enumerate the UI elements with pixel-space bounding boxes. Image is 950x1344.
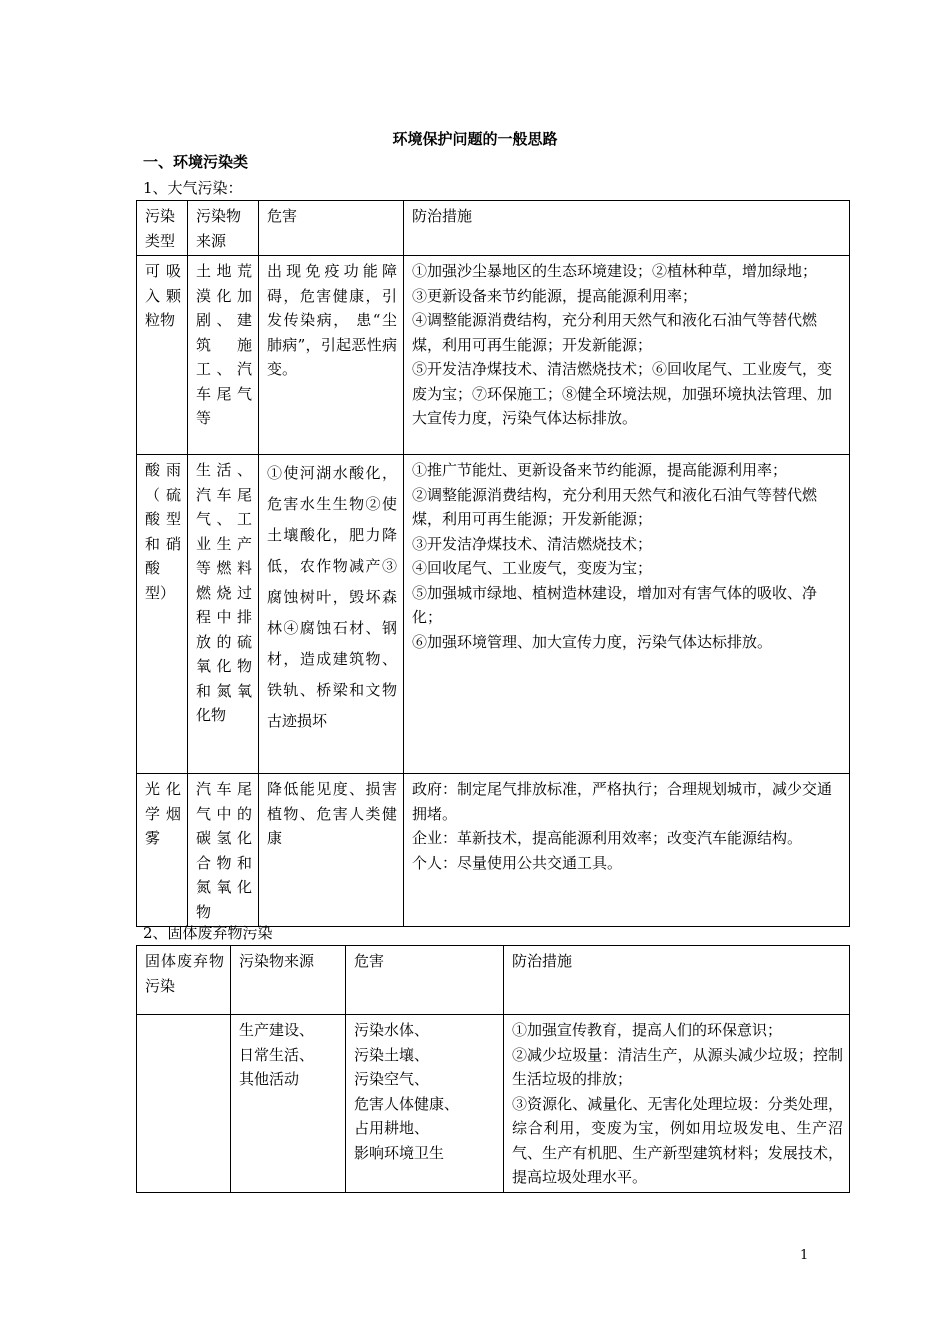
harm-item: 污染土壤、 <box>354 1045 430 1064</box>
measure-item: ③更新设备来节约能源，提高能源利用率； <box>412 286 698 305</box>
source-item: 日常生活、 <box>239 1045 315 1064</box>
measure-item: ①加强宣传教育，提高人们的环保意识； <box>512 1021 783 1039</box>
header-type: 固体废弃物污染 <box>137 946 231 1015</box>
page-number: 1 <box>800 1248 809 1263</box>
pollution-harm: ①使河湖水酸化，危害水生生物②使土壤酸化，肥力降低，农作物减产③腐蚀树叶，毁坏森林④腐蚀石材、钢材，造成建筑物、铁轨、桥梁和文物古迹损坏 <box>259 455 404 774</box>
header-source: 污染物来源 <box>188 201 259 256</box>
harm-item: 危害人体健康、 <box>354 1094 460 1113</box>
measure-item: 企业：革新技术，提高能源利用效率；改变汽车能源结构。 <box>412 829 803 847</box>
pollution-source: 汽车尾气中的碳氢化合物和氮氧化物 <box>188 774 259 927</box>
harm-item: 污染水体、 <box>354 1021 430 1039</box>
header-type: 污染类型 <box>137 201 188 256</box>
measure-item: ⑤加强城市绿地、植树造林建设，增加对有害气体的吸收、净化； <box>412 583 818 626</box>
harm-item: 影响环境卫生 <box>354 1143 445 1162</box>
measure-item: ①推广节能灶、更新设备来节约能源，提高能源利用率； <box>412 461 788 479</box>
pollution-measures <box>404 256 850 455</box>
source-item: 其他活动 <box>239 1070 300 1088</box>
pollution-measures <box>404 455 850 774</box>
source-item: 生产建设、 <box>239 1021 315 1039</box>
measure-item: ②减少垃圾量：清洁生产，从源头减少垃圾；控制生活垃圾的排放； <box>512 1045 843 1088</box>
pollution-type: 光化学烟雾 <box>137 774 188 927</box>
measure-item: ④调整能源消费结构，充分利用天然气和液化石油气等替代燃煤，利用可再生能源；开发新能源； <box>412 311 818 354</box>
table-row <box>137 256 850 455</box>
pollution-type: 可吸入颗粒物 <box>137 256 188 455</box>
solid-waste-table <box>136 945 850 1193</box>
table-header-row <box>137 201 850 256</box>
measure-item: ③资源化、减量化、无害化处理垃圾：分类处理，综合利用，变废为宝，例如用垃圾发电、生产沼气、生产有机肥、生产新型建筑材料；发展技术，提高垃圾处理水平。 <box>512 1094 843 1186</box>
header-measures: 防治措施 <box>404 201 850 256</box>
pollution-measures <box>404 774 850 927</box>
header-source: 污染物来源 <box>231 946 346 1015</box>
page-title: 环境保护问题的一般思路 <box>392 130 558 148</box>
measure-item: ②调整能源消费结构，充分利用天然气和液化石油气等替代燃煤，利用可再生能源；开发新能源； <box>412 485 818 528</box>
harm-item: 占用耕地、 <box>354 1119 430 1137</box>
air-pollution-table <box>136 200 850 927</box>
subsection-heading-solid: 2、固体废弃物污染 <box>143 924 273 942</box>
table-row <box>137 774 850 927</box>
section-heading: 一、环境污染类 <box>143 153 249 171</box>
measure-item: ③开发洁净煤技术、清洁燃烧技术； <box>412 534 653 553</box>
pollution-source <box>231 1015 346 1193</box>
pollution-harm <box>346 1015 504 1193</box>
header-harm: 危害 <box>259 201 404 256</box>
measure-item: 个人：尽量使用公共交通工具。 <box>412 853 623 872</box>
measure-item: ①加强沙尘暴地区的生态环境建设；②植林种草，增加绿地； <box>412 262 818 280</box>
pollution-measures <box>504 1015 850 1193</box>
pollution-harm: 出现免疫功能障碍，危害健康，引发传染病， 患“尘肺病”，引起恶性病变。 <box>259 256 404 455</box>
harm-item: 污染空气、 <box>354 1070 430 1088</box>
measure-item: 政府：制定尾气排放标准，严格执行；合理规划城市，减少交通拥堵。 <box>412 780 833 823</box>
pollution-source: 土地荒漠化加剧、建筑施工、汽车尾气等 <box>188 256 259 455</box>
pollution-type: 酸雨（硫酸型和硝酸型） <box>137 455 188 774</box>
pollution-type <box>137 1015 231 1193</box>
header-measures: 防治措施 <box>504 946 850 1015</box>
measure-item: ④回收尾气、工业废气，变废为宝； <box>412 559 653 577</box>
measure-item: ⑤开发洁净煤技术、清洁燃烧技术；⑥回收尾气、工业废气，变废为宝；⑦环保施工；⑧健全环境法规，加强环境执法管理、加大宣传力度，污染气体达标排放。 <box>412 360 833 427</box>
table-header-row <box>137 946 850 1015</box>
table-row <box>137 455 850 774</box>
measure-item: ⑥加强环境管理、加大宣传力度，污染气体达标排放。 <box>412 632 773 651</box>
table-row <box>137 1015 850 1193</box>
pollution-source: 生活、汽车尾气、工业生产等燃料燃烧过程中排放的硫氧化物和氮氧化物 <box>188 455 259 774</box>
pollution-harm: 降低能见度、损害植物、危害人类健康 <box>259 774 404 927</box>
subsection-heading-air: 1、大气污染： <box>143 179 243 197</box>
header-harm: 危害 <box>346 946 504 1015</box>
